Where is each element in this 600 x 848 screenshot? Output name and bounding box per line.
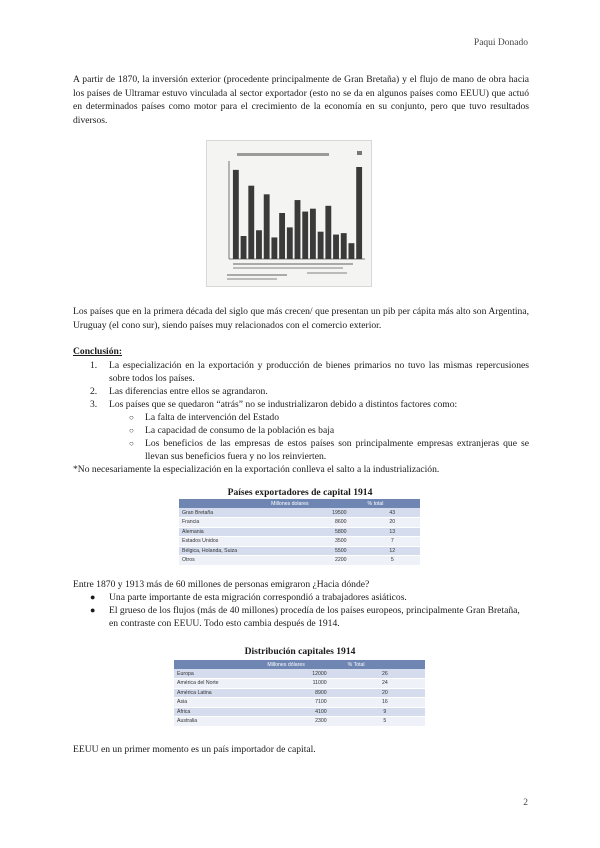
sub-item-text: La capacidad de consumo de la población es baja — [145, 425, 335, 436]
table-row — [179, 527, 420, 537]
table-cell: 9 — [345, 707, 425, 717]
table-cell: 16 — [345, 698, 425, 708]
chart-title-scan — [237, 153, 329, 156]
chart-source-scan — [227, 274, 287, 276]
chart-bar — [256, 230, 262, 259]
hollow-bullet-icon: ○ — [129, 413, 134, 422]
chart-bar — [248, 186, 254, 259]
chart-bar — [349, 243, 355, 259]
sub-item-text: La falta de intervención del Estado — [145, 412, 279, 423]
chart-bars — [233, 167, 362, 259]
chart-svg — [207, 141, 371, 286]
hollow-bullet-icon: ○ — [129, 426, 134, 435]
table-cell: 24 — [345, 679, 425, 689]
table-capital-distribution — [174, 660, 425, 727]
migration-section — [73, 578, 529, 630]
chart-bar — [341, 233, 347, 259]
table-row — [179, 537, 420, 547]
table-header-cell: % total — [365, 499, 420, 508]
migration-item — [73, 591, 529, 604]
table-cell: Alemania — [179, 527, 268, 537]
chart-bar — [325, 206, 331, 259]
table-cell: 5500 — [268, 546, 364, 556]
chart-bar — [333, 235, 339, 259]
table-cell: 5 — [345, 717, 425, 727]
table-row — [174, 688, 425, 698]
table-row — [179, 518, 420, 528]
table-cell: 11000 — [264, 679, 344, 689]
table-cell: 12000 — [264, 669, 344, 679]
table-cell: 20 — [365, 518, 420, 528]
table-cell: 12 — [365, 546, 420, 556]
chart-bar — [356, 167, 362, 259]
table-cell: 43 — [365, 508, 420, 518]
intro-paragraph: A partir de 1870, la inversión exterior (procedente principalmente de Gran Bretaña) y el flujo de mano de obra hacia los países de Ultramar estuvo vinculada al sector exportador (esto no se da en algunos países como EEUU) que actuó en determinados países como motor para el crecimiento de la economía en su conjunto, pero que tuvo resultados diversos. — [73, 74, 529, 126]
migration-item — [73, 604, 529, 630]
table-cell: 13 — [365, 527, 420, 537]
table-cell: 8900 — [264, 688, 344, 698]
conclusion-title: Conclusión: — [73, 346, 123, 357]
table-cell: 5800 — [268, 527, 364, 537]
chart-corner-mark — [357, 151, 362, 155]
table-cell: América Latina — [174, 688, 264, 698]
migration-item-text: Una parte importante de esta migración correspondió a trabajadores asiáticos. — [109, 592, 407, 603]
chart-bar — [295, 200, 301, 259]
table-cell: 2200 — [268, 556, 364, 566]
table-cell: 8600 — [268, 518, 364, 528]
conclusion-item — [73, 359, 529, 385]
conclusion-item — [73, 398, 529, 463]
table-row — [174, 669, 425, 679]
table-header-cell — [179, 499, 268, 508]
page-number: 2 — [523, 798, 528, 808]
table-row — [179, 546, 420, 556]
bullet-icon: ● — [90, 605, 96, 615]
chart-tick-labels-scan — [233, 263, 353, 265]
chart-source-scan-3 — [307, 272, 347, 274]
table-row — [174, 698, 425, 708]
sub-item — [109, 411, 529, 424]
bullet-icon: ● — [90, 592, 96, 602]
table-header-cell: Millones dólares — [264, 660, 344, 669]
sub-item-text: Los beneficios de las empresas de estos países son principalmente empresas extranjeras que se llevan sus beneficios fuera y no los reinvierten. — [145, 438, 529, 462]
conclusion-section — [73, 345, 529, 476]
table-header-cell: Millones dolares — [268, 499, 364, 508]
list-number: 1. — [90, 360, 98, 371]
table-header-cell — [174, 660, 264, 669]
chart-bar — [264, 194, 270, 259]
table-cell: 19500 — [268, 508, 364, 518]
table-capital-exporters — [179, 499, 420, 566]
table-header-row — [174, 660, 425, 669]
table-cell: 5 — [365, 556, 420, 566]
table-row — [174, 707, 425, 717]
table-cell: América del Norte — [174, 679, 264, 689]
migration-intro: Entre 1870 y 1913 más de 60 millones de personas emigraron ¿Hacia dónde? — [73, 579, 370, 590]
chart-tick-labels-scan-2 — [233, 267, 343, 269]
table-row — [179, 508, 420, 518]
conclusion-list — [73, 359, 529, 463]
table-cell: 4100 — [264, 707, 344, 717]
conclusion-item — [73, 385, 529, 398]
chart-bar — [287, 227, 293, 259]
scanned-chart — [206, 140, 372, 287]
table2-title: Distribución capitales 1914 — [244, 646, 356, 657]
table-cell: 2300 — [264, 717, 344, 727]
list-text: La especialización en la exportación y producción de bienes primarios no tuvo las mismas repercusiones sobre todos los países. — [109, 360, 529, 384]
table-row — [174, 717, 425, 727]
chart-bar — [271, 237, 277, 259]
table-cell: Otros — [179, 556, 268, 566]
table-cell: Europa — [174, 669, 264, 679]
chart-source-scan-2 — [227, 278, 277, 280]
table-header-row — [179, 499, 420, 508]
table-cell: Australia — [174, 717, 264, 727]
header-author: Paqui Donado — [473, 38, 528, 48]
table-cell: 7 — [365, 537, 420, 547]
migration-list — [73, 591, 529, 630]
chart-bar — [310, 209, 316, 259]
list-text: Las diferencias entre ellos se agrandaron. — [109, 386, 268, 397]
migration-item-text: El grueso de los flujos (más de 40 millones) procedía de los países europeos, principalmente Gran Bretaña, en contraste con EEUU. Todo esto cambia después de 1914. — [109, 605, 520, 629]
list-number: 3. — [90, 399, 98, 410]
table-cell: Gran Bretaña — [179, 508, 268, 518]
table-cell: África — [174, 707, 264, 717]
chart-bar — [233, 170, 239, 259]
chart-bar — [241, 236, 247, 259]
conclusion-sublist — [109, 411, 529, 463]
table-cell: Asia — [174, 698, 264, 708]
chart-bar — [302, 212, 308, 259]
sub-item — [109, 437, 529, 463]
list-text: Los países que se quedaron “atrás” no se industrializaron debido a distintos factores como: — [109, 399, 458, 410]
table1-title: Países exportadores de capital 1914 — [227, 487, 373, 498]
sub-item — [109, 424, 529, 437]
chart-bar — [318, 232, 324, 259]
table-cell: 3500 — [268, 537, 364, 547]
list-number: 2. — [90, 386, 98, 397]
table-cell: 7100 — [264, 698, 344, 708]
table-cell: Estados Unidos — [179, 537, 268, 547]
table-header-cell: % Total — [345, 660, 425, 669]
chart-bar — [279, 213, 285, 259]
table-cell: Bélgica, Holanda, Suiza — [179, 546, 268, 556]
table-row — [174, 679, 425, 689]
table-cell: 20 — [345, 688, 425, 698]
table-cell: 26 — [345, 669, 425, 679]
table-cell: Francia — [179, 518, 268, 528]
second-paragraph: Los países que en la primera década del siglo que más crecen/ que presentan un pib per cápita más alto son Argentina, Uruguay (el cono sur), siendo países muy relacionados con el comercio exterior. — [73, 306, 529, 331]
closing-line: EEUU en un primer momento es un país importador de capital. — [73, 744, 316, 755]
table-row — [179, 556, 420, 566]
conclusion-note: *No necesariamente la especialización en la exportación conlleva el salto a la industrialización. — [73, 464, 440, 475]
hollow-bullet-icon: ○ — [129, 439, 134, 448]
